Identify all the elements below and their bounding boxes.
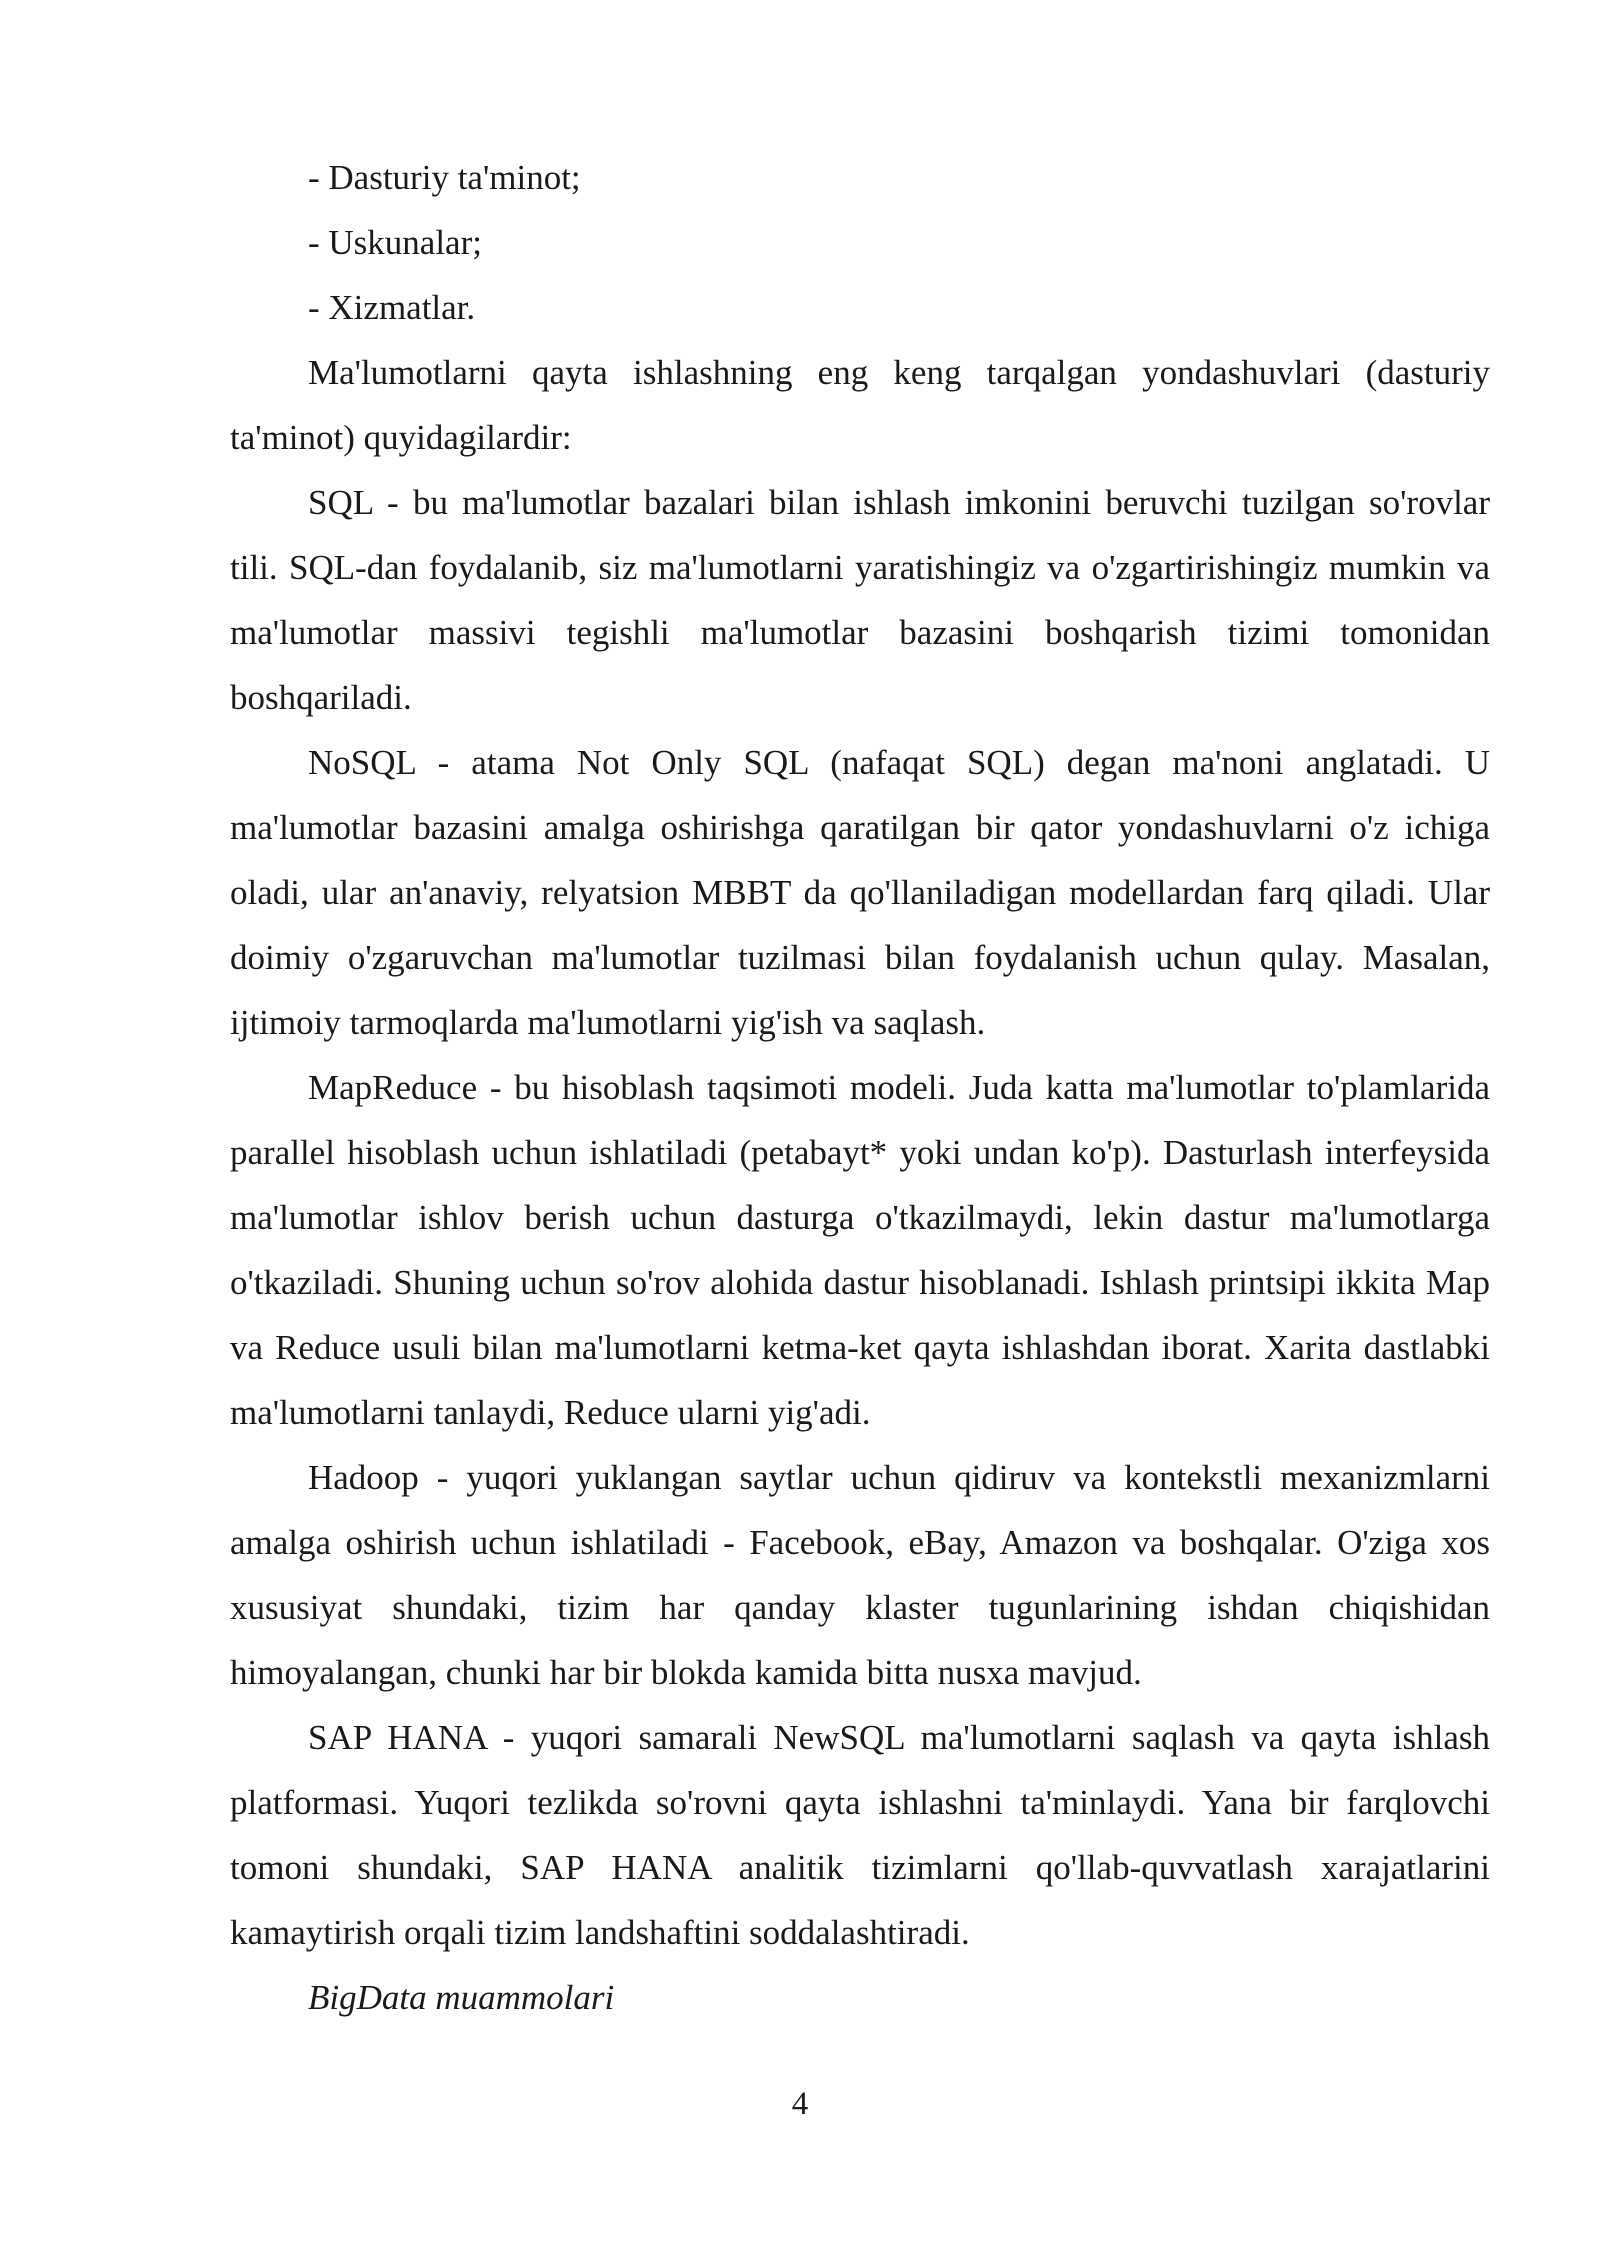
paragraph-nosql: NoSQL - atama Not Only SQL (nafaqat SQL) degan ma'noni anglatadi. U ma'lumotlar bazasini amalga oshirishga qaratilgan bir qator yondashuvlarni o'z ichiga oladi, ular an'anaviy, relyatsion MBBT da qo'llaniladigan modellardan farq qiladi. Ular doimiy o'zgaruvchan ma'lumotlar tuzilmasi bilan foydalanish uchun qulay. Masalan, ijtimoiy tarmoqlarda ma'lumotlarni yig'ish va saqlash. [230,743,1490,1042]
list-item-equipment: - Uskunalar; [308,223,482,262]
paragraph-sap-hana: SAP HANA - yuqori samarali NewSQL ma'lumotlarni saqlash va qayta ishlash platformasi. Yuqori tezlikda so'rovni qayta ishlashni ta'minlaydi. Yana bir farqlovchi tomoni shundaki, SAP HANA analitik tizimlarni qo'llab-quvvatlash xarajatlarini kamaytirish orqali tizim landshaftini soddalashtiradi. [230,1718,1490,1952]
paragraph-sql: SQL - bu ma'lumotlar bazalari bilan ishlash imkonini beruvchi tuzilgan so'rovlar tili. SQL-dan foydalanib, siz ma'lumotlarni yaratishingiz va o'zgartirishingiz mumkin va ma'lumotlar massivi tegishli ma'lumotlar bazasini boshqarish tizimi tomonidan boshqariladi. [230,483,1490,717]
list-item-software: - Dasturiy ta'minot; [308,158,581,197]
paragraph-hadoop: Hadoop - yuqori yuklangan saytlar uchun qidiruv va kontekstli mexanizmlarni amalga oshirish uchun ishlatiladi - Facebook, eBay, Amazon va boshqalar. O'ziga xos xususiyat shundaki, tizim har qanday klaster tugunlarining ishdan chiqishidan himoyalangan, chunki har bir blokda kamida bitta nusxa mavjud. [230,1458,1490,1692]
section-heading: BigData muammolari [308,1978,615,2017]
list-item-services: - Xizmatlar. [308,288,476,327]
page-number: 4 [791,2086,809,2122]
paragraph-mapreduce: MapReduce - bu hisoblash taqsimoti modeli. Juda katta ma'lumotlar to'plamlarida parallel hisoblash uchun ishlatiladi (petabayt* yoki undan ko'p). Dasturlash interfeysida ma'lumotlar ishlov berish uchun dasturga o'tkazilmaydi, lekin dastur ma'lumotlarga o'tkaziladi. Shuning uchun so'rov alohida dastur hisoblanadi. Ishlash printsipi ikkita Map va Reduce usuli bilan ma'lumotlarni ketma-ket qayta ishlashdan iborat. Xarita dastlabki ma'lumotlarni tanlaydi, Reduce ularni yig'adi. [230,1068,1490,1432]
paragraph-approaches-intro: Ma'lumotlarni qayta ishlashning eng keng tarqalgan yondashuvlari (dasturiy ta'minot) quyidagilardir: [230,353,1490,457]
page-body [230,145,1490,2030]
